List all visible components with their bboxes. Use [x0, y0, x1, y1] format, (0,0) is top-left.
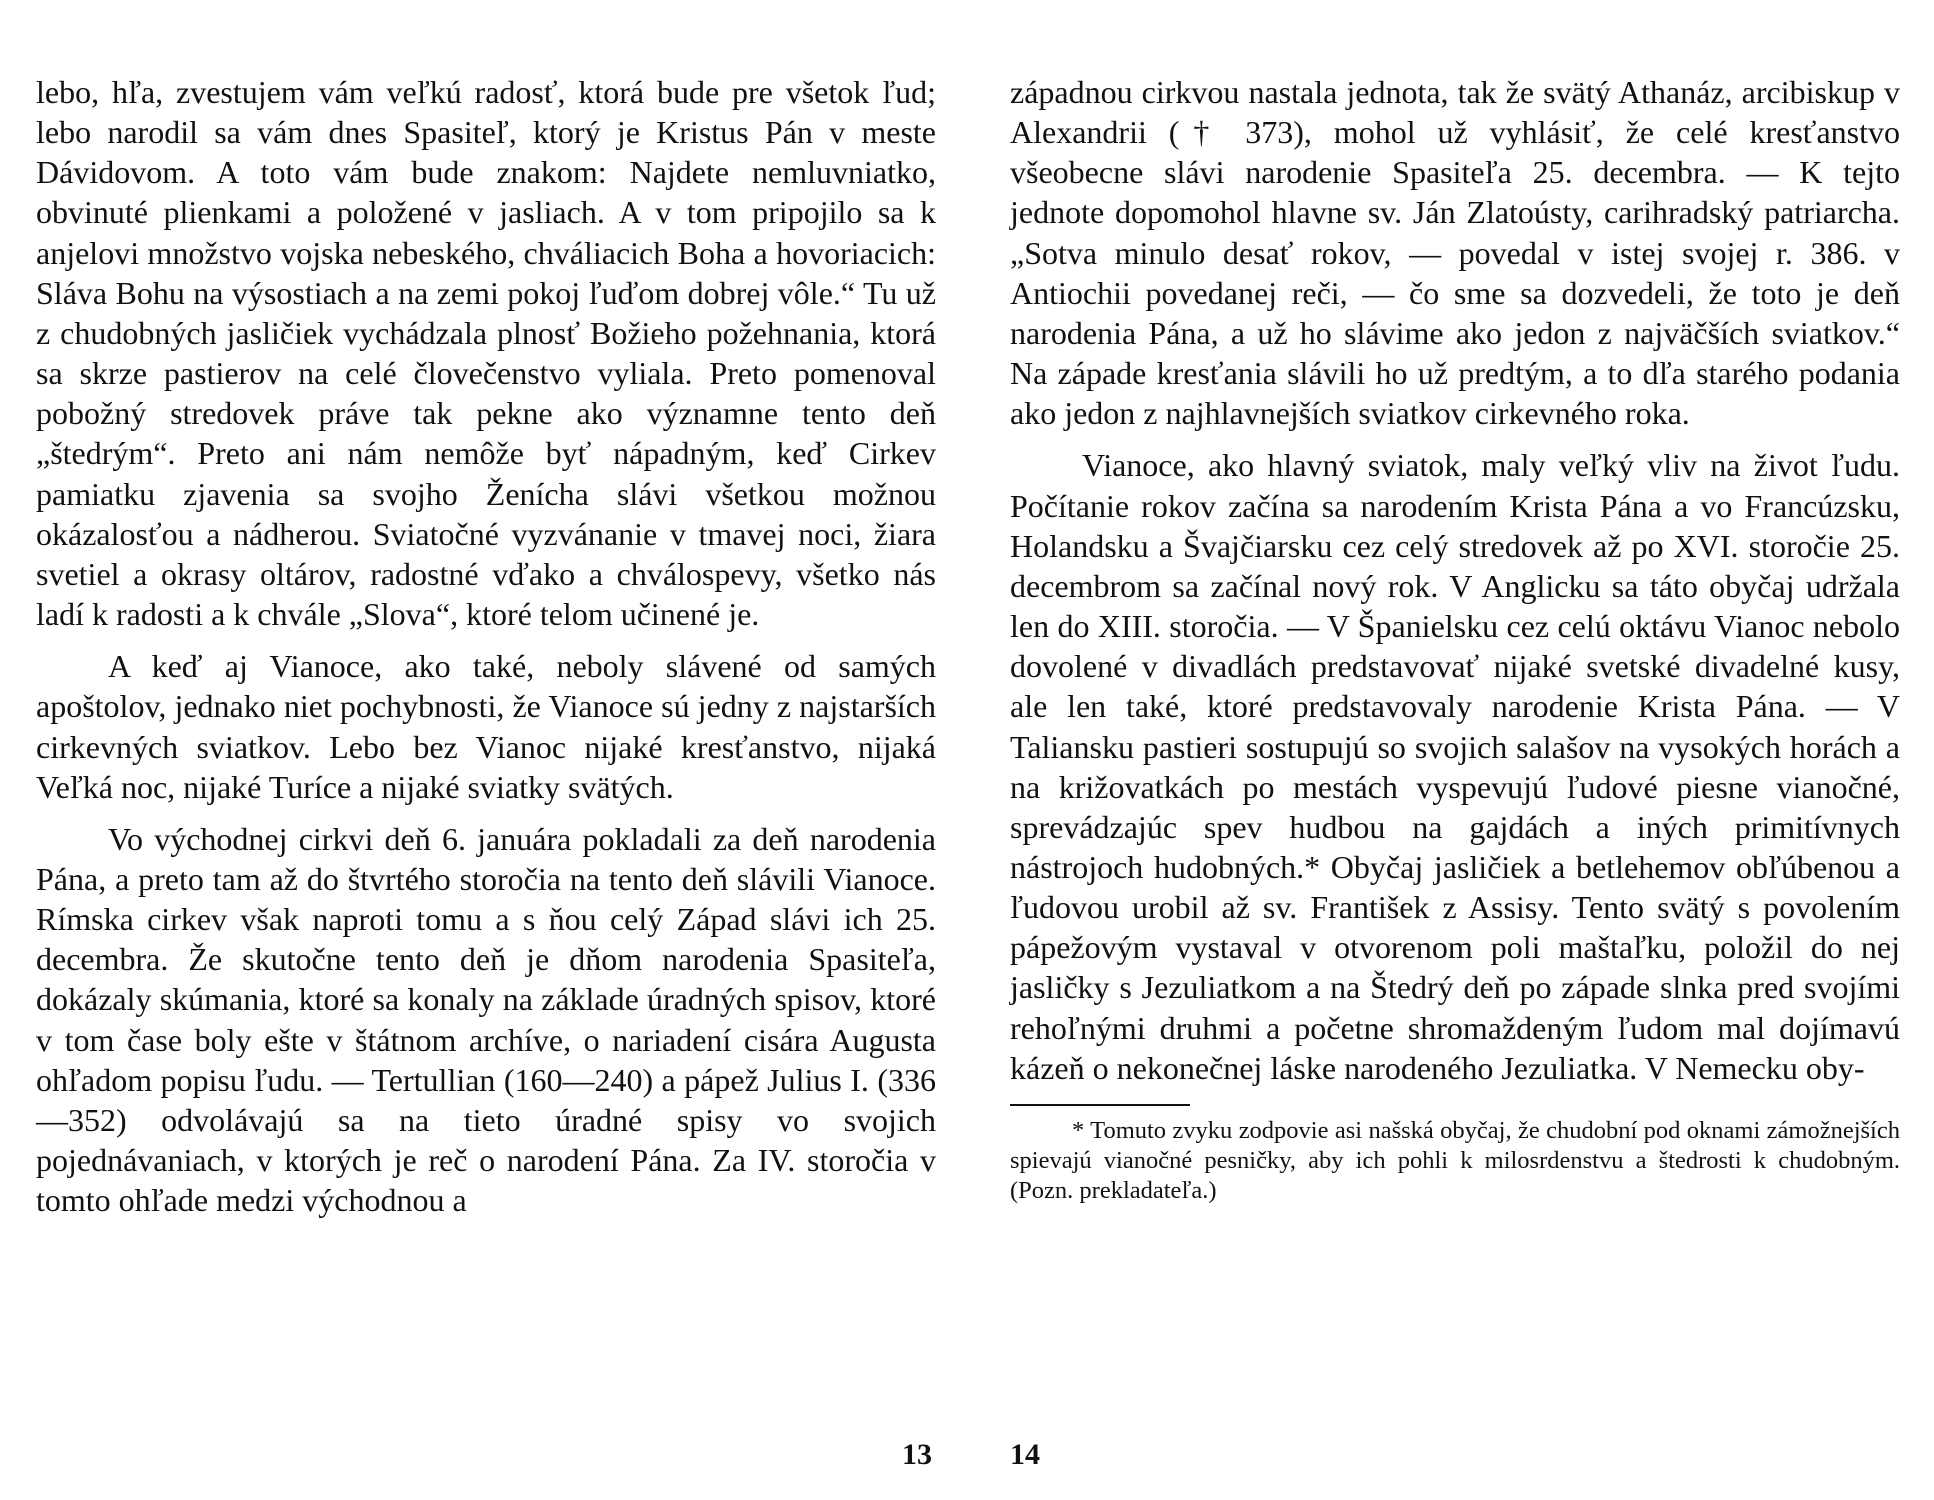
- right-page: [1010, 72, 1900, 1206]
- left-paragraph-1: lebo, hľa, zvestujem vám veľkú radosť, ktorá bude pre všetok ľud; lebo narodil sa vám dnes Spasiteľ, ktorý je Kristus Pán v meste Dávidovom. A toto vám bude znakom: Najdete nemluvniatko, obvinuté plienkami a položené v jasliach. A v tom pripojilo sa k anjelovi množstvo vojska nebeského, chváliacich Boha a hovoriacich: Sláva Bohu na výsostiach a na zemi pokoj ľuďom dobrej vôle.“ Tu už z chudobných jasličiek vychádzala plnosť Božieho požehnania, ktorá sa skrze pastierov na celé človečenstvo vyliala. Preto pomenoval pobožný stredovek práve tak pekne ako významne tento deň „štedrým“. Preto ani nám nemôže byť nápadným, keď Cirkev pamiatku zjavenia sa svojho Ženícha slávi všetkou možnou okázalosťou a nádherou. Sviatočné vyzvánanie v tmavej noci, žiara svetiel a okrasy oltárov, radostné vďako a chválospevy, všetko nás ladí k radosti a k chvále „Slova“, ktoré telom učinené je.: [36, 74, 936, 633]
- footnote-divider: [1010, 1104, 1190, 1106]
- footnote: * Tomuto zvyku zodpovie asi našská obyčaj, že chudobní pod oknami zámožnejších spievajú vianočné pesničky, aby ich pohli k milosrdenstvu a štedrosti k chudobným. (Pozn. prekladateľa.): [1010, 1116, 1900, 1204]
- page-number-right: 14: [1010, 1438, 1040, 1471]
- page-number-left: 13: [902, 1438, 932, 1471]
- left-paragraph-3: Vo východnej cirkvi deň 6. januára pokladali za deň narodenia Pána, a preto tam až do štvrtého storočia na tento deň slávili Vianoce. Rímska cirkev však naproti tomu a s ňou celý Západ slávi ich 25. decembra. Že skutočne tento deň je dňom narodenia Spasiteľa, dokázaly skúmania, ktoré sa konaly na základe úradných spisov, ktoré v tom čase boly ešte v štátnom archíve, o nariadení cisára Augusta ohľadom popisu ľudu. — Tertullian (160—240) a pápež Julius I. (336—352) odvolávajú sa na tieto úradné spisy vo svojich pojednávaniach, v ktorých je reč o narodení Pána. Za IV. storočia v tomto ohľade medzi východnou a: [36, 820, 936, 1219]
- left-paragraph-2: A keď aj Vianoce, ako také, neboly slávené od samých apoštolov, jednako niet pochybnosti, že Vianoce sú jedny z najstarších cirkevných sviatkov. Lebo bez Vianoc nijaké kresťanstvo, nijaká Veľká noc, nijaké Turíce a nijaké sviatky svätých.: [36, 648, 936, 805]
- right-paragraph-2: Vianoce, ako hlavný sviatok, maly veľký vliv na život ľudu. Počítanie rokov začína sa narodením Krista Pána a vo Francúzsku, Holandsku a Švajčiarsku cez celý stredovek až po XVI. storočie 25. decembrom sa začínal nový rok. V Anglicku sa táto obyčaj udržala len do XIII. storočia. — V Španielsku cez celú oktávu Vianoc nebolo dovolené v divadlách predstavovať nijaké svetské divadelné kusy, ale len také, ktoré predstavovaly narodenie Krista Pána. — V Taliansku pastieri sostupujú so svojich salašov na vysokých horách a na križovatkách po mestách vyspevujú ľudové piesne vianočné, sprevádzajúc spev hudbou na gajdách a iných primitívnych nástrojoch hudobných.* Obyčaj jasličiek a betlehemov obľúbenou a ľudovou urobil až sv. František z Assisy. Tento svätý s povolením pápežovým vystaval v otvorenom poli maštaľku, položil do nej jasličky s Jezuliatkom a na Štedrý deň po západe slnka pred svojími rehoľnými druhmi a početne shromaždeným ľudom mal dojímavú kázeň o nekonečnej láske narodeného Jezuliatka. V Nemecku oby-: [1010, 447, 1900, 1086]
- left-page: [36, 72, 936, 1220]
- right-paragraph-1: západnou cirkvou nastala jednota, tak že svätý Athanáz, arcibiskup v Alexandrii († 373), mohol už vyhlásiť, že celé kresťanstvo všeobecne slávi narodenie Spasiteľa 25. decembra. — K tejto jednote dopomohol hlavne sv. Ján Zlatoústy, carihradský patriarcha. „Sotva minulo desať rokov, — povedal v istej svojej r. 386. v Antiochii povedanej reči, — čo sme sa dozvedeli, že toto je deň narodenia Pána, a už ho slávime ako jedon z najväčších sviatkov.“ Na západe kresťania slávili ho už predtým, a to dľa starého podania ako jedon z najhlavnejších sviatkov cirkevného roka.: [1010, 74, 1900, 432]
